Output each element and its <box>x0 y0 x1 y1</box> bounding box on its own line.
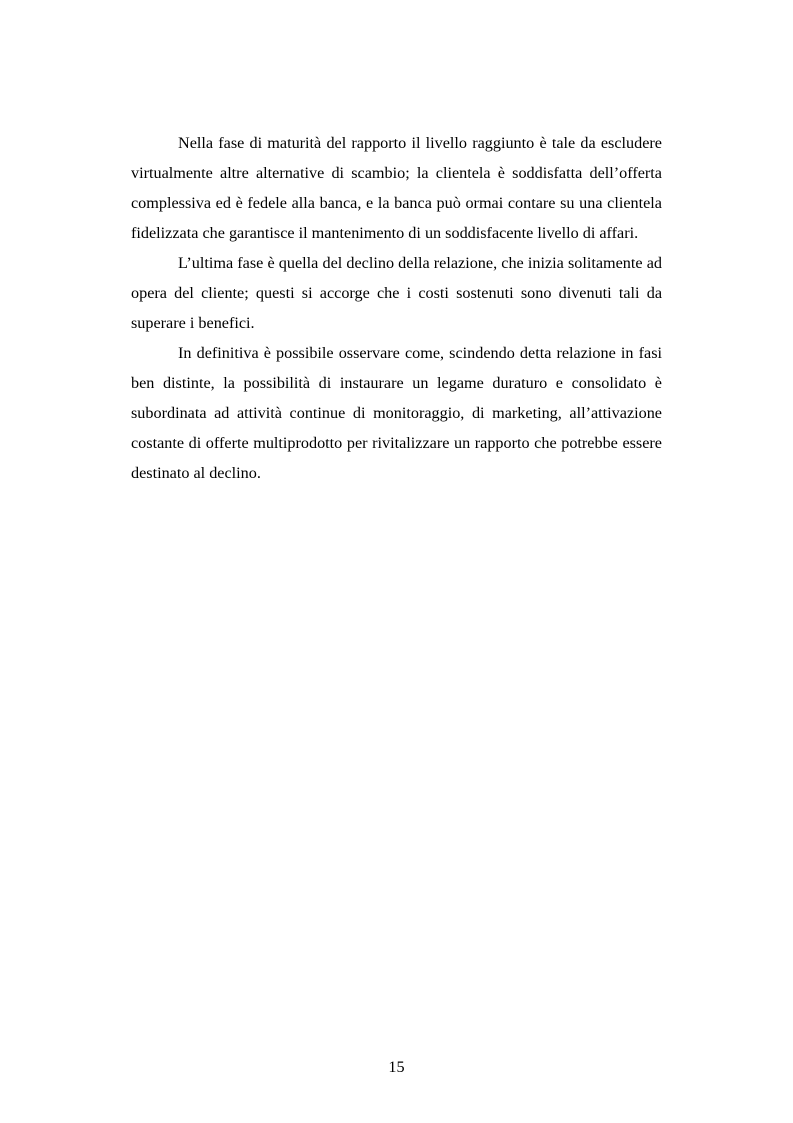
paragraph-conclusion: In definitiva è possibile osservare come, scindendo detta relazione in fasi ben distinte, la possibilità di instaurare un legame duraturo e consolidato è subordinata ad attività continue di monitoraggio, di marketing, all’attivazione costante di offerte multiprodotto per rivitalizzare un rapporto che potrebbe essere destinato al declino. <box>131 344 662 482</box>
paragraph-decline: L’ultima fase è quella del declino della relazione, che inizia solitamente ad opera del cliente; questi si accorge che i costi sostenuti sono divenuti tali da superare i benefici. <box>131 254 662 332</box>
paragraph-maturity: Nella fase di maturità del rapporto il livello raggiunto è tale da escludere virtualmente altre alternative di scambio; la clientela è soddisfatta dell’offerta complessiva ed è fedele alla banca, e la banca può ormai contare su una clientela fidelizzata che garantisce il mantenimento di un soddisfacente livello di affari. <box>131 134 662 242</box>
body-text <box>131 128 662 488</box>
page-number: 15 <box>388 1058 405 1076</box>
